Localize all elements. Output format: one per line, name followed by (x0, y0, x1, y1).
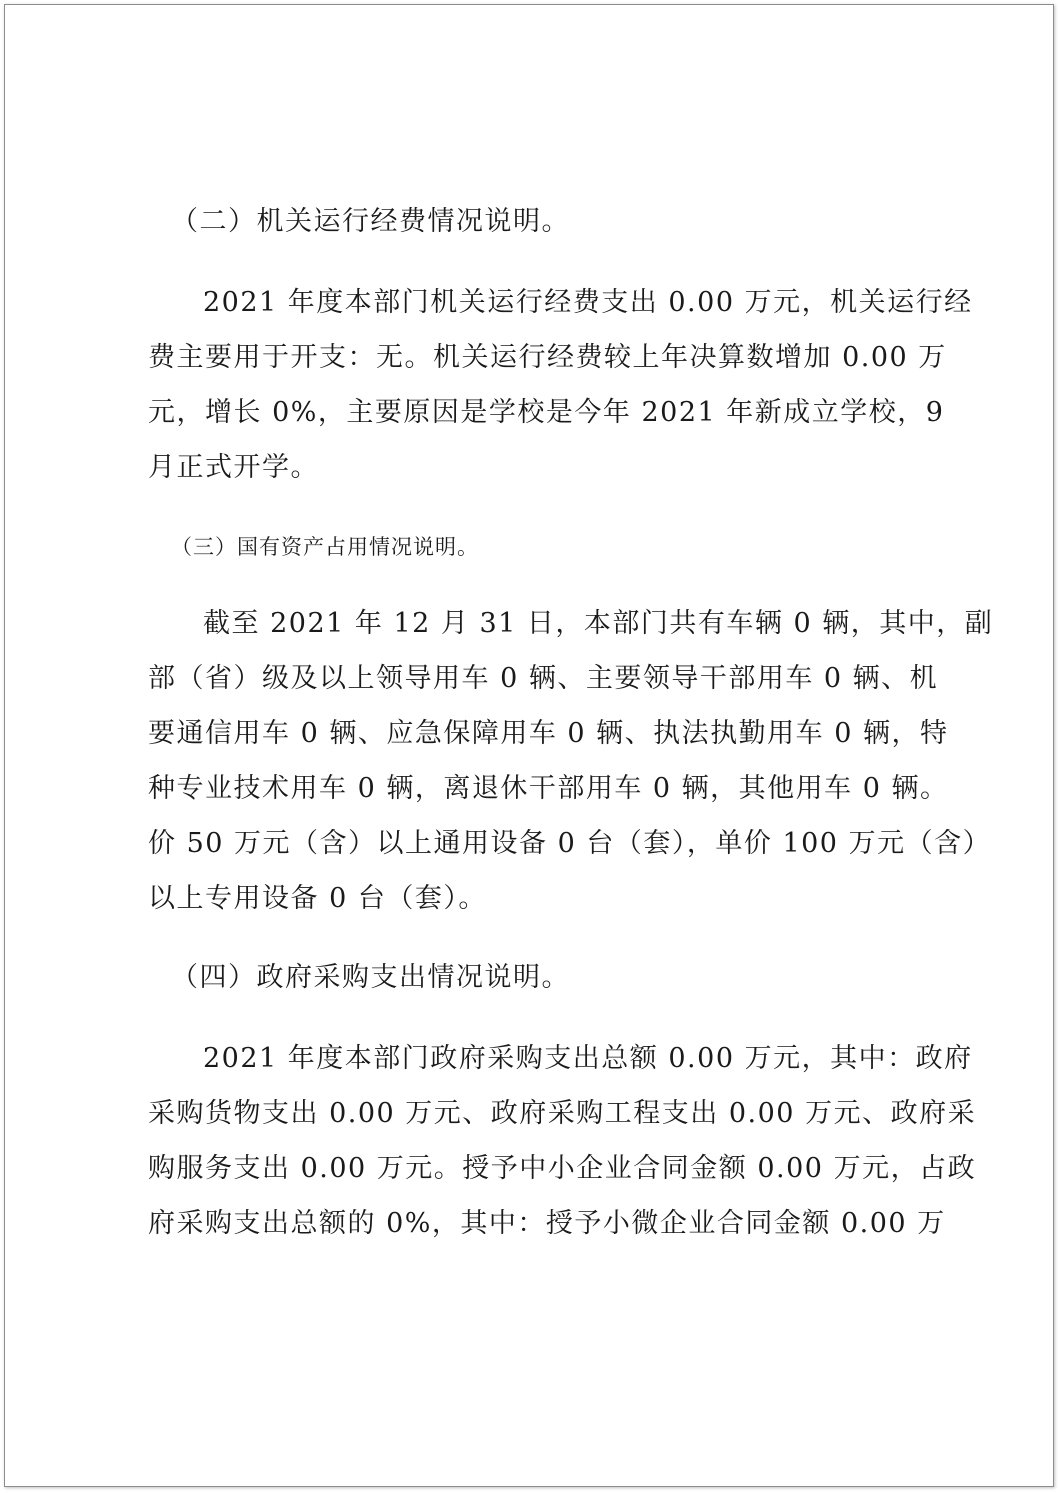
section-heading: （二）机关运行经费情况说明。 (171, 206, 570, 237)
section-heading: （四）政府采购支出情况说明。 (171, 962, 570, 993)
paragraph-line: 要通信用车 0 辆、应急保障用车 0 辆、执法执勤用车 0 辆，特 (148, 718, 949, 749)
paragraph-line: 2021 年度本部门机关运行经费支出 0.00 万元，机关运行经 (203, 287, 973, 318)
paragraph-line: 购服务支出 0.00 万元。授予中小企业合同金额 0.00 万元，占政 (148, 1153, 977, 1184)
paragraph-line: 截至 2021 年 12 月 31 日，本部门共有车辆 0 辆，其中，副 (203, 608, 994, 639)
paragraph-line: 元，增长 0%，主要原因是学校是今年 2021 年新成立学校，9 (148, 397, 945, 428)
paragraph-line: 价 50 万元（含）以上通用设备 0 台（套），单价 100 万元（含） (148, 828, 992, 859)
paragraph-line: 部（省）级及以上领导用车 0 辆、主要领导干部用车 0 辆、机 (148, 663, 939, 694)
document-page (4, 4, 1054, 1487)
paragraph-line: 费主要用于开支：无。机关运行经费较上年决算数增加 0.00 万 (148, 342, 947, 373)
section-heading: （三）国有资产占用情况说明。 (171, 535, 479, 559)
paragraph-line: 府采购支出总额的 0%，其中：授予小微企业合同金额 0.00 万 (148, 1208, 946, 1239)
paragraph-line: 2021 年度本部门政府采购支出总额 0.00 万元，其中：政府 (203, 1043, 973, 1074)
paragraph-line: 种专业技术用车 0 辆，离退休干部用车 0 辆，其他用车 0 辆。 (148, 773, 949, 804)
paragraph-line: 采购货物支出 0.00 万元、政府采购工程支出 0.00 万元、政府采 (148, 1098, 977, 1129)
paragraph-line: 月正式开学。 (148, 452, 319, 483)
paragraph-line: 以上专用设备 0 台（套）。 (148, 883, 487, 914)
